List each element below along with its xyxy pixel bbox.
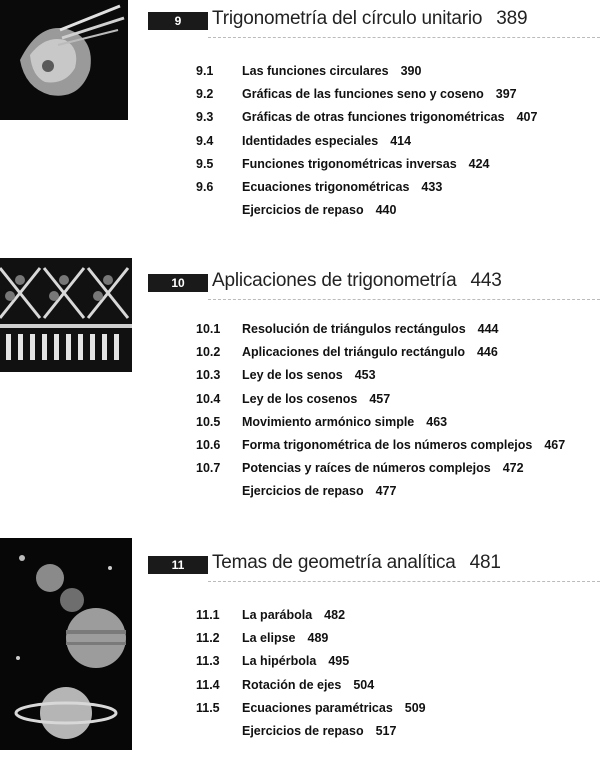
section-item: 10.6 Forma trigonométrica de los números complejos 467	[196, 437, 566, 452]
section-item: 10.4 Ley de los cosenos 457	[196, 391, 391, 406]
section-item: 11.2 La elipse 489	[196, 631, 329, 646]
section-item: 11.3 La hipérbola 495	[196, 654, 350, 669]
chapter-title: Trigonometría del círculo unitario 389	[212, 8, 528, 29]
section-item-review: Ejercicios de repaso 477	[242, 484, 397, 499]
hand-with-sticks-photo	[0, 0, 128, 120]
section-item: 10.5 Movimiento armónico simple 463	[196, 414, 448, 429]
section-item: 11.5 Ecuaciones paramétricas 509	[196, 700, 426, 715]
wine-rack-photo	[0, 258, 132, 372]
section-item: 9.3 Gráficas de otras funciones trigonométricas 407	[196, 110, 538, 125]
section-list	[196, 322, 565, 508]
section-list	[196, 608, 426, 747]
section-item-review: Ejercicios de repaso 440	[242, 203, 397, 218]
chapter-number-badge: 10	[148, 274, 208, 292]
section-item-review: Ejercicios de repaso 517	[242, 723, 397, 738]
section-item: 10.1 Resolución de triángulos rectángulos 444	[196, 322, 499, 336]
chapter-page: 389	[496, 8, 528, 29]
chapter-number-badge: 11	[148, 556, 208, 574]
chapter-title: Temas de geometría analítica 481	[212, 552, 501, 573]
section-item: 10.7 Potencias y raíces de números complejos 472	[196, 461, 524, 476]
section-item: 10.2 Aplicaciones del triángulo rectángulo 446	[196, 345, 498, 360]
divider	[208, 581, 600, 582]
chapter-header	[148, 270, 600, 300]
section-item: 11.4 Rotación de ejes 504	[196, 677, 375, 692]
planets-photo	[0, 538, 132, 750]
section-list	[196, 64, 537, 226]
divider	[208, 37, 600, 38]
chapter-header	[148, 552, 600, 582]
chapter-number-badge: 9	[148, 12, 208, 30]
chapter-page: 481	[469, 552, 501, 573]
section-item: 10.3 Ley de los senos 453	[196, 368, 376, 383]
divider	[208, 299, 600, 300]
chapter-header	[148, 8, 600, 38]
section-item: 9.4 Identidades especiales 414	[196, 133, 412, 148]
chapter-page: 443	[470, 270, 502, 291]
section-item: 9.2 Gráficas de las funciones seno y coseno 397	[196, 87, 517, 102]
chapter-title: Aplicaciones de trigonometría 443	[212, 270, 502, 291]
section-item: 9.1 Las funciones circulares 390	[196, 64, 422, 78]
section-item: 9.5 Funciones trigonométricas inversas 424	[196, 156, 490, 171]
section-item: 9.6 Ecuaciones trigonométricas 433	[196, 179, 443, 194]
section-item: 11.1 La parábola 482	[196, 608, 346, 622]
